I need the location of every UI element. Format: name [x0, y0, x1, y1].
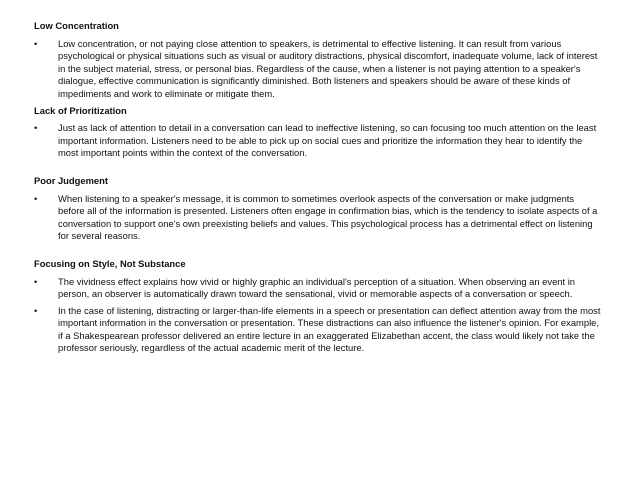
bullet-icon: • — [34, 304, 38, 316]
section-heading: Focusing on Style, Not Substance — [34, 257, 186, 269]
section-heading: Low Concentration — [34, 20, 119, 31]
section-low-concentration — [34, 20, 602, 101]
section-lack-of-prioritization — [34, 105, 602, 160]
bullet-list — [34, 193, 602, 243]
bullet-text: The vividness effect explains how vivid or highly graphic an individual's perception of a situation. When observing an event in person, an observer is automatically drawn toward the sensational, vivid or memorable aspects of a conversation or speech. — [58, 275, 576, 300]
bullet-text: Low concentration, or not paying close attention to speakers, is detrimental to effective listening. It can result from various psychological or physical situations such as visual or auditory distractions, physical discomfort, inadequate volume, lack of interest in the subject material, stress, or personal bias. Regardless of the cause, when a listener is not paying attention to a speaker's dialogue, effective communication is significantly diminished. Both listeners and speakers should be aware of these kinds of impediments and work to eliminate or mitigate them. — [58, 37, 598, 99]
list-item — [34, 305, 602, 355]
bullet-icon: • — [34, 275, 38, 287]
section-poor-judgement — [34, 175, 602, 243]
bullet-list — [34, 122, 602, 160]
list-item — [34, 193, 602, 243]
bullet-text: Just as lack of attention to detail in a conversation can lead to ineffective listening, so can focusing too much attention on the least important information. Listeners need to be able to pick up on social cues and prioritize the information they hear to identify the most important points within the context of the conversation. — [58, 122, 597, 159]
bullet-list — [34, 38, 602, 101]
section-focusing-on-style — [34, 258, 602, 355]
list-item — [34, 122, 602, 160]
bullet-icon: • — [34, 37, 38, 49]
list-item — [34, 276, 602, 301]
list-item — [34, 38, 602, 101]
bullet-text: When listening to a speaker's message, it is common to sometimes overlook aspects of the conversation or make judgments before all of the information is presented. Listeners often engage in confirmation bias, which is the tendency to isolate aspects of a conversation to support one's own preexisting beliefs and values. This psychological process has a detrimental effect on listening for several reasons. — [58, 192, 598, 242]
bullet-text: In the case of listening, distracting or larger-than-life elements in a speech or presentation can deflect attention away from the most important information in the conversation or presentation. These distractions can also influence the listener's opinion. For example, if a Shakespearean professor delivered an entire lecture in an exaggerated Elizabethan accent, the class would likely not take the professor seriously, regardless of the actual academic merit of the lecture. — [58, 304, 601, 354]
section-heading: Lack of Prioritization — [34, 104, 127, 116]
bullet-icon: • — [34, 122, 38, 134]
bullet-list — [34, 276, 602, 356]
section-heading: Poor Judgement — [34, 174, 108, 186]
bullet-icon: • — [34, 192, 38, 204]
